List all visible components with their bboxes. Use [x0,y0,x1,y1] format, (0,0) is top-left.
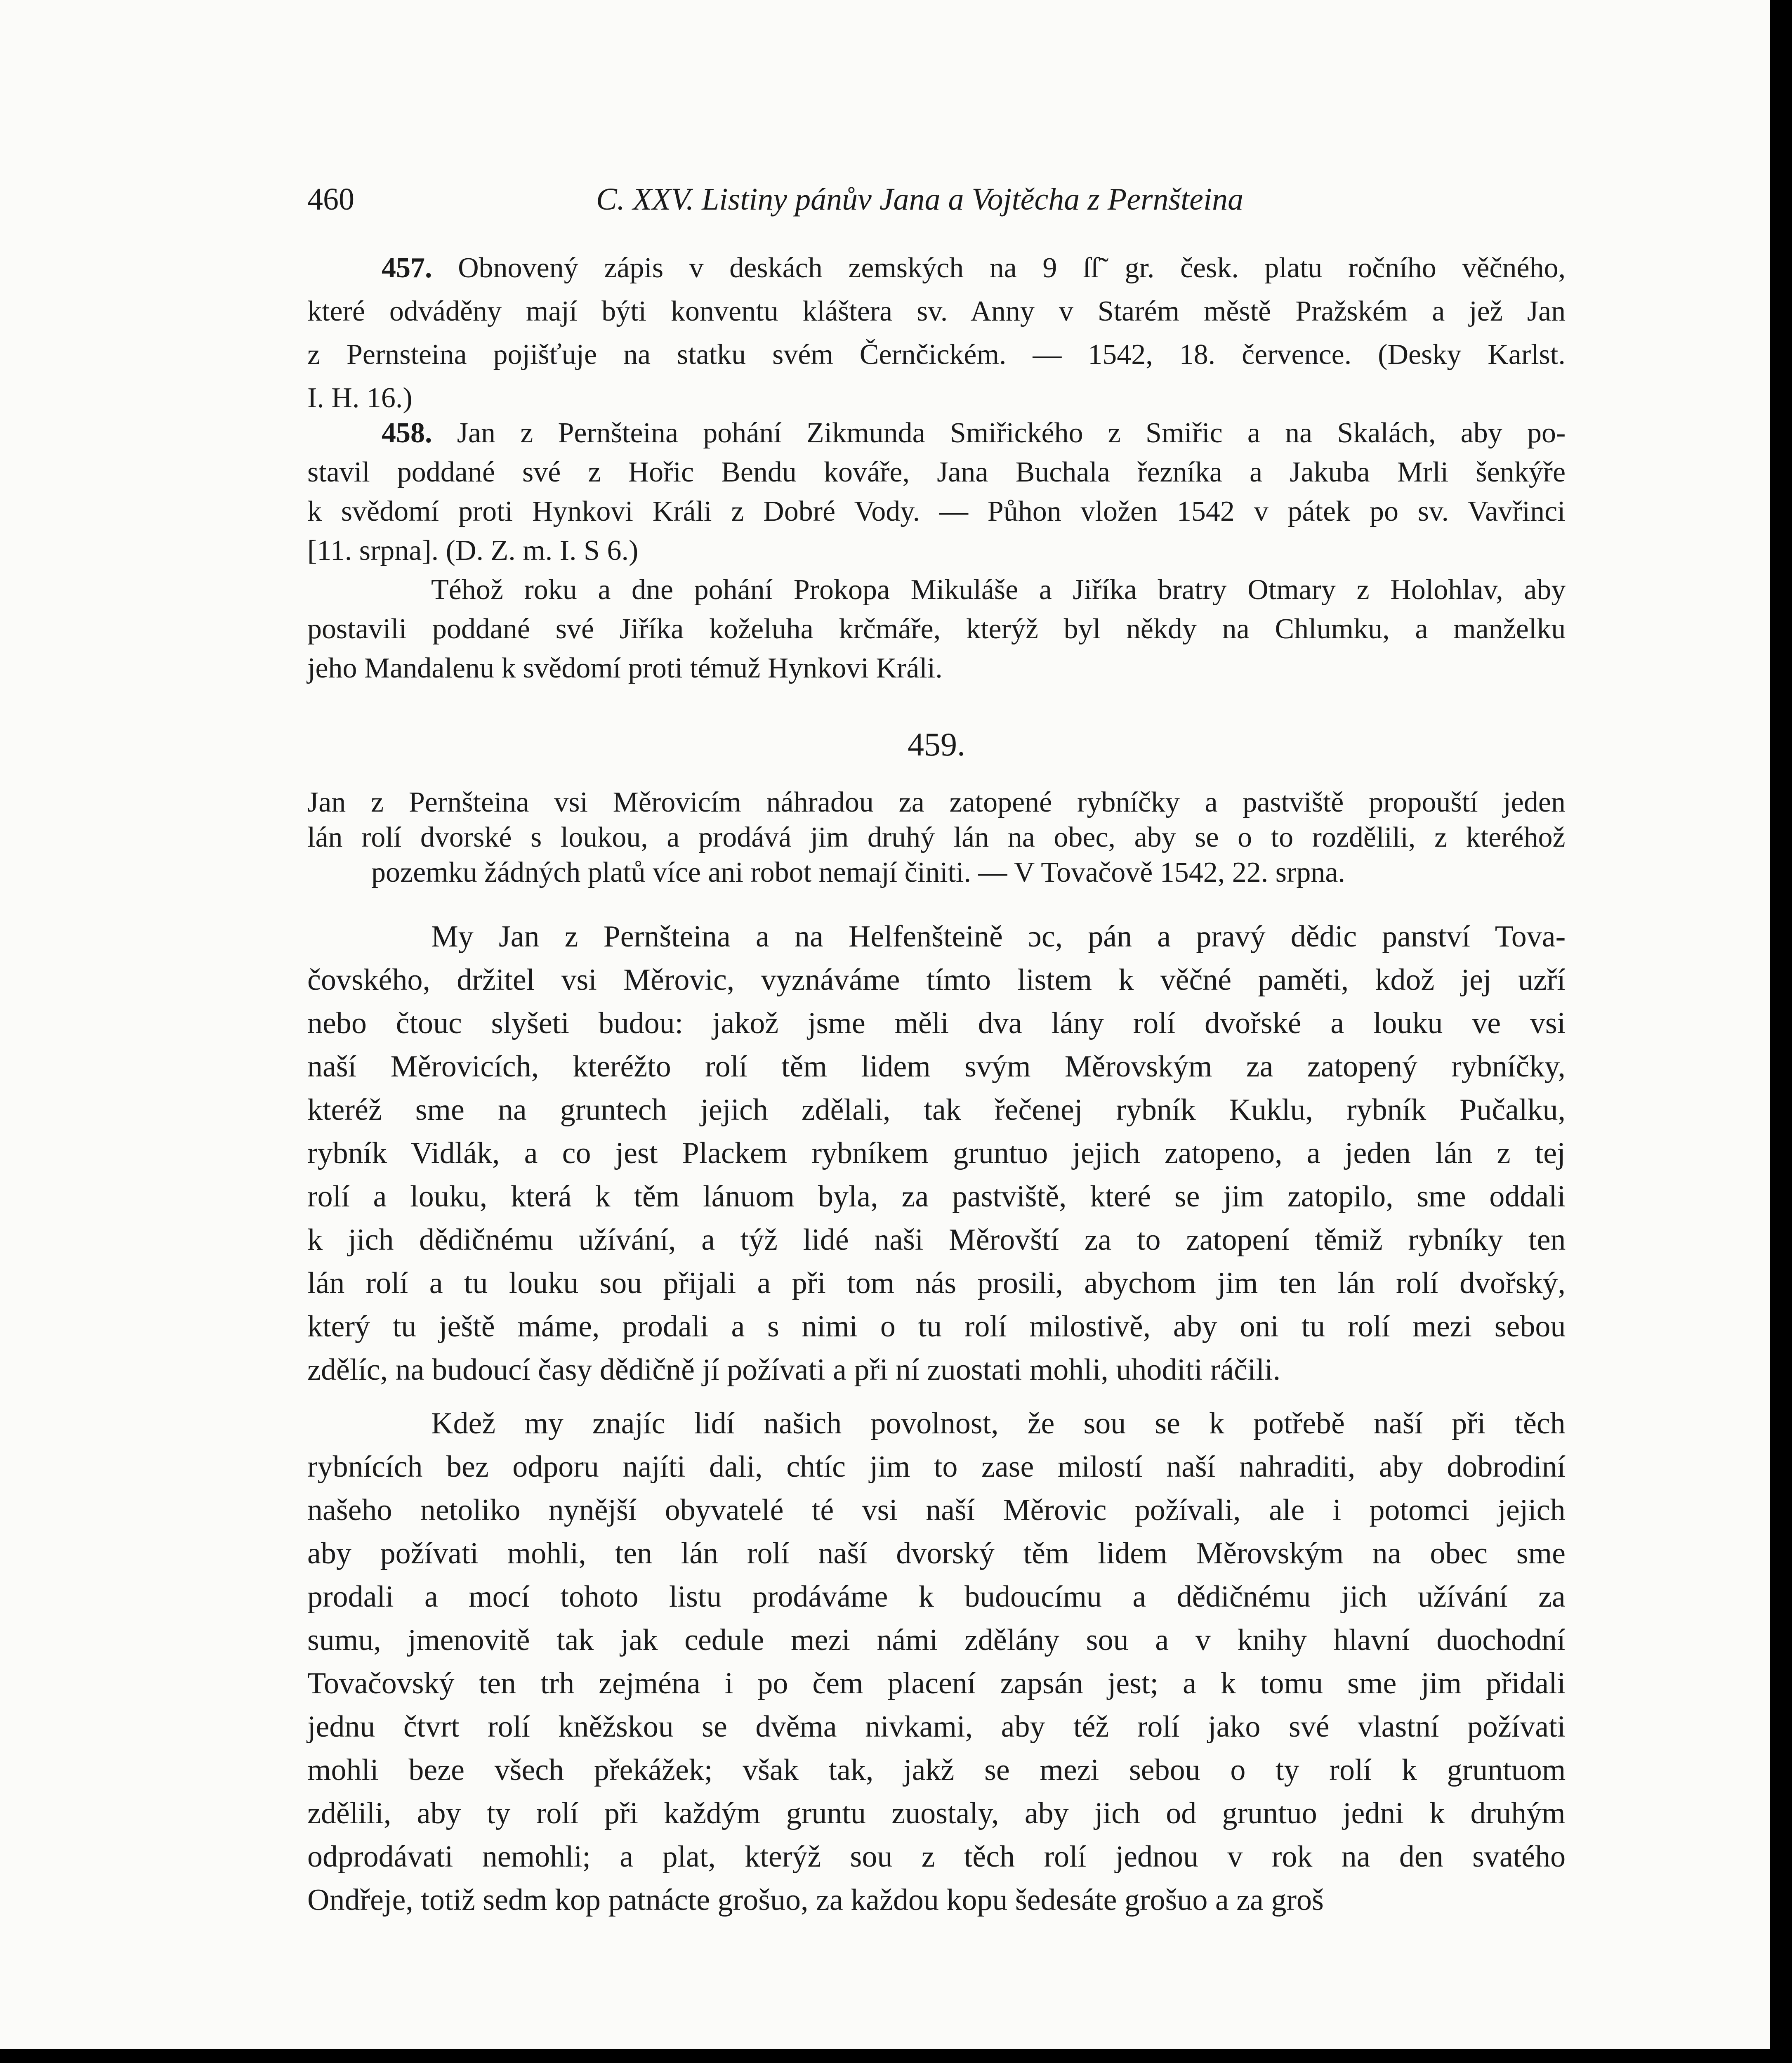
p1-line: naší Měrovicích, kteréžto rolí těm lidem svým Měrovským za zatopený rybníčky, [307,1050,1566,1083]
p2-line: Kdež my znajíc lidí našich povolnost, že sou se k potřebě naší při těch [431,1407,1566,1440]
entry-458-line-2: stavil poddané své z Hořic Bendu kováře, Jana Buchala řezníka a Jakuba Mrli šenkýře [307,456,1566,488]
running-title: C. XXV. Listiny pánův Jana a Vojtěcha z Pernšteina [596,182,1244,217]
p1-line: rybník Vidlák, a co jest Plackem rybníkem gruntuo jejich zatopeno, a jeden lán z tej [307,1136,1566,1170]
entry-459-summary-1: Jan z Pernšteina vsi Měrovicím náhradou za zatopené rybníčky a pastviště propouští jeden [307,786,1566,818]
entry-458-number: 458. [382,417,432,449]
p1-line: nebo čtouc slyšeti budou: jakož jsme měli dva lány rolí dvořské a louku ve vsi [307,1006,1566,1040]
p1-line: zdělíc, na budoucí časy dědičně jí požívati a při ní zuostati mohli, uhoditi ráčili. [307,1353,1281,1387]
p1-line: který tu ještě máme, prodali a s nimi o tu rolí milostivě, aby oni tu rolí mezi sebou [307,1310,1566,1343]
entry-457-line-2: které odváděny mají býti konventu kláštera sv. Anny v Starém městě Pražském a jež Jan [307,295,1566,327]
entry-459-number: 459. [908,727,965,763]
entry-459 [307,726,1566,1964]
entry-458-line-3: k svědomí proti Hynkovi Králi z Dobré Vody. — Půhon vložen 1542 v pátek po sv. Vavřinci [307,496,1566,527]
entry-457-line-3: z Pernsteina pojišťuje na statku svém Černčickém. — 1542, 18. července. (Desky Karlst. [307,339,1566,371]
entry-459-summary-3: pozemku žádných platů více ani robot nemají činiti. — V Tovačově 1542, 22. srpna. [371,857,1345,888]
p2-line: aby požívati mohli, ten lán rolí naší dvorský těm lidem Měrovským na obec sme [307,1537,1566,1570]
p2-line: našeho netoliko nynější obyvatelé té vsi naší Měrovic požívali, ale i potomci jejich [307,1493,1566,1527]
entry-457-line-1: 457. Obnovený zápis v deskách zemských na 9 ſſ̃ gr. česk. platu ročního věčného, [382,252,1566,284]
p1-line: lán rolí a tu louku sou přijali a při tom nás prosili, abychom jim ten lán rolí dvořský, [307,1266,1566,1300]
page-number: 460 [307,182,354,217]
entry-457 [307,248,1566,421]
p2-line: jednu čtvrt rolí kněžskou se dvěma nivkami, aby též rolí jako své vlastní požívati [307,1710,1566,1744]
p2-line: zdělili, aby ty rolí při každým gruntu zuostaly, aby jich od gruntuo jedni k druhým [307,1796,1566,1830]
p1-line: k jich dědičnému užívání, a týž lidé naši Měrovští za to zatopení těmiž rybníky ten [307,1223,1566,1257]
p1-line: My Jan z Pernšteina a na Helfenšteině ɔc, pán a pravý dědic panství Tova- [431,920,1566,954]
p2-line: sumu, jmenovitě tak jak cedule mezi námi zdělány sou a v knihy hlavní duochodní [307,1623,1566,1657]
p2-line: mohli beze všech překážek; však tak, jakž se mezi sebou o ty rolí k gruntuom [307,1753,1566,1787]
entry-458-addendum-1: Téhož roku a dne pohání Prokopa Mikuláše a Jiříka bratry Otmary z Holohlav, aby [431,574,1566,606]
p1-line: čovského, držitel vsi Měrovic, vyznáváme tímto listem k věčné paměti, kdož jej uzří [307,963,1566,997]
p1-line: rolí a louku, která k těm lánuom byla, za pastviště, které se jim zatopilo, sme oddali [307,1180,1566,1213]
entry-458-addendum-2: postavili poddané své Jiříka koželuha krčmáře, kterýž byl někdy na Chlumku, a manželku [307,613,1566,645]
scan-border-bottom [0,2049,1792,2063]
p2-line: odprodávati nemohli; a plat, kterýž sou z těch rolí jednou v rok na den svatého [307,1840,1566,1874]
scan-border-right [1770,0,1792,2063]
p2-line: prodali a mocí tohoto listu prodáváme k budoucímu a dědičnému jich užívání za [307,1580,1566,1614]
p2-line: Ondřeje, totiž sedm kop patnácte grošuo, za každou kopu šedesáte grošuo a za groš [307,1883,1324,1917]
entry-458 [307,413,1566,701]
p2-line: rybnících bez odporu najíti dali, chtíc jim to zase milostí naší nahraditi, aby dobrodiní [307,1450,1566,1484]
entry-459-summary-2: lán rolí dvorské s loukou, a prodává jim druhý lán na obec, aby se o to rozdělili, z kteréhož [307,821,1566,853]
page-header [307,182,1330,231]
entry-458-addendum-3: jeho Mandalenu k svědomí proti témuž Hynkovi Králi. [307,652,943,684]
entry-457-number: 457. [382,252,432,284]
entry-458-line-4: [11. srpna]. (D. Z. m. I. S 6.) [307,535,639,566]
p2-line: Tovačovský ten trh zejména i po čem placení zapsán jest; a k tomu sme jim přidali [307,1666,1566,1700]
entry-457-line-4: I. H. 16.) [307,382,413,414]
entry-458-line-1: 458. Jan z Pernšteina pohání Zikmunda Smiřického z Smiřic a na Skalách, aby po- [382,417,1566,449]
p1-line: kteréž sme na gruntech jejich zdělali, tak řečenej rybník Kuklu, rybník Pučalku, [307,1093,1566,1127]
